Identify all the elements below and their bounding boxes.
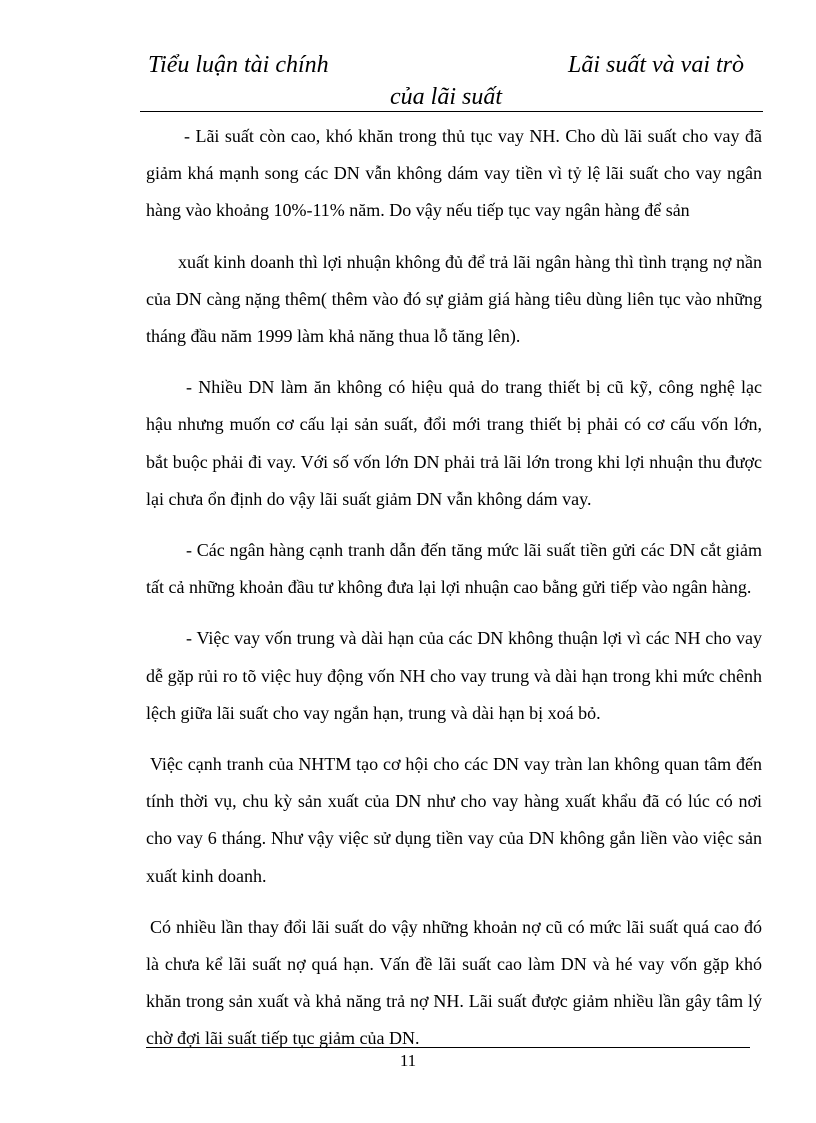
- header-title-left: Tiểu luận tài chính: [148, 52, 329, 78]
- paragraph-7: Có nhiều lần thay đổi lãi suất do vậy những khoản nợ cũ có mức lãi suất quá cao đó là chưa kể lãi suất nợ quá hạn. Vấn đề lãi suất cao làm DN và hé vay vốn gặp khó khăn trong sản xuất và khả năng trả nợ NH. Lãi suất được giảm nhiều lần gây tâm lý chờ đợi lãi suất tiếp tục giảm của DN.: [146, 916, 762, 1049]
- header-title-continuation: của lãi suất: [390, 84, 502, 110]
- paragraph-6: Việc cạnh tranh của NHTM tạo cơ hội cho các DN vay tràn lan không quan tâm đến tính thời vụ, chu kỳ sản xuất của DN như cho vay hàng xuất khẩu đã có lúc có nơi cho vay 6 tháng. Như vậy việc sử dụng tiền vay của DN không gắn liền vào việc sản xuất kinh doanh.: [146, 754, 762, 886]
- header-title-right: Lãi suất và vai trò: [567, 52, 744, 78]
- document-body: [146, 118, 762, 1058]
- footer-divider: [146, 1047, 750, 1048]
- header-divider: [140, 111, 763, 112]
- paragraph-4: - Các ngân hàng cạnh tranh dẫn đến tăng mức lãi suất tiền gửi các DN cắt giảm tất cả những khoản đầu tư không đưa lại lợi nhuận cao bằng gửi tiếp vào ngân hàng.: [146, 540, 762, 598]
- paragraph-5: - Việc vay vốn trung và dài hạn của các DN không thuận lợi vì các NH cho vay dễ gặp rủi ro tõ việc huy động vốn NH cho vay trung và dài hạn trong khi mức chênh lệch giữa lãi suất cho vay ngắn hạn, trung và dài hạn bị xoá bỏ.: [146, 628, 762, 723]
- page-number: 11: [399, 1051, 417, 1070]
- paragraph-1: - Lãi suất còn cao, khó khăn trong thủ tục vay NH. Cho dù lãi suất cho vay đã giảm khá mạnh song các DN vẫn không dám vay tiền vì tỷ lệ lãi suất cho vay ngân hàng vào khoảng 10%-11% năm. Do vậy nếu tiếp tục vay ngân hàng để sản: [146, 126, 762, 221]
- paragraph-2: xuất kinh doanh thì lợi nhuận không đủ để trả lãi ngân hàng thì tình trạng nợ nần của DN càng nặng thêm( thêm vào đó sự giảm giá hàng tiêu dùng liên tục vào những tháng đầu năm 1999 làm khả năng thua lỗ tăng lên).: [146, 251, 762, 347]
- paragraph-3: - Nhiều DN làm ăn không có hiệu quả do trang thiết bị cũ kỹ, công nghệ lạc hậu nhưng muốn cơ cấu lại sản suất, đổi mới trang thiết bị phải có cơ cấu vốn lớn, bắt buộc phải đi vay. Với số vốn lớn DN phải trả lãi lớn trong khi lợi nhuận thu được lại chưa ổn định do vậy lãi suất giảm DN vẫn không dám vay.: [146, 377, 762, 509]
